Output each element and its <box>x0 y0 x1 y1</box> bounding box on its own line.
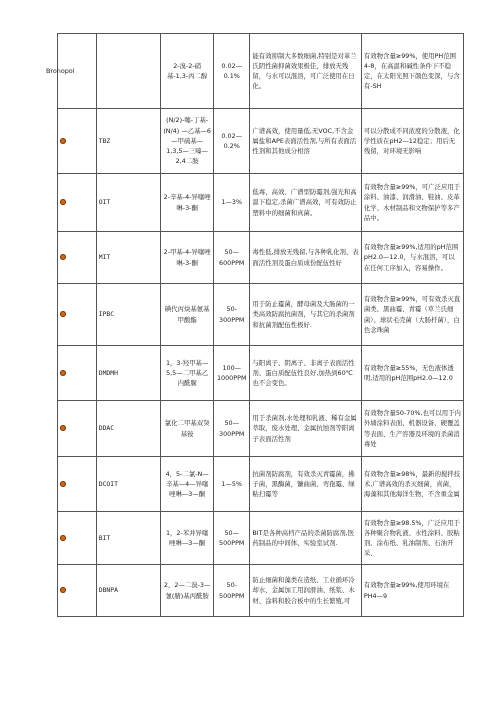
chemical-name: 2-溴-2-硝基-1,3-丙二醇 <box>161 34 214 109</box>
description: 用于杀菌剂,水处理和乳液、稀有金属萃取，废水处理、金属抗蚀剂等阳离子表面活性剂 <box>250 401 361 457</box>
table-row <box>58 174 464 232</box>
product-name: DBNPA <box>96 565 161 617</box>
row-marker <box>58 457 97 512</box>
chemical-name: 1，2-苯并异噻唑啉—3—酮 <box>161 512 214 565</box>
description: 广谱高效，使用量低,无VOC,不含金属盐和APE表面活性剂,与所有表面活性剂和其他成分相溶 <box>250 109 361 174</box>
bullet-icon <box>60 370 66 376</box>
description: 防止细菌和藻类在造纸、工业循环冷却水、金属加工用润滑油、纸浆、木材、涂料和胶合板中的生长繁殖,可 <box>250 565 361 617</box>
table-row <box>58 109 464 174</box>
description: 抗菌剂防腐剂，有效杀灭青霉菌，拂子菌，黑酶菌，镰曲菌、弯孢霉、绿粘扫霉等 <box>250 457 361 512</box>
table-row <box>58 34 464 109</box>
specification: 有效物含量≥98.5%，广泛应用于各种聚合物乳液、水性涂料、胶粘剂、涂布纸、乳油制剂、石油开采、 <box>361 512 463 565</box>
row-marker <box>58 284 97 346</box>
product-name: MIT <box>96 232 161 284</box>
dosage: 50—300PPM <box>214 401 250 457</box>
dosage: 1—5% <box>214 457 250 512</box>
biocide-table <box>46 33 464 617</box>
description: 用于防止霉菌，酵母菌及大肠菌的一类高效防腐抗菌剂，与其它的杀菌剂和抗菌剂配伍性极好. <box>250 284 361 346</box>
product-name: DDAC <box>96 401 161 457</box>
description: 能有效抑制大多数细菌,特别是对革兰氏阴性菌抑菌效果极佳，排放无残留，与水可以混溶，可广泛使用在日化。 <box>250 34 361 109</box>
bullet-icon <box>60 199 66 205</box>
product-name: OIT <box>96 174 161 232</box>
specification: 有效物含量≥99%,使用环境在PH4—9 <box>361 565 463 617</box>
chemical-name: 2-辛基-4-异噻唑啉-3-酮 <box>161 174 214 232</box>
product-name: IPBC <box>96 284 161 346</box>
row-marker <box>58 346 97 401</box>
product-name: Bronopol <box>46 66 75 75</box>
bullet-icon <box>60 587 66 593</box>
bullet-icon <box>60 425 66 431</box>
bullet-icon <box>60 481 66 487</box>
row-marker <box>58 174 97 232</box>
table-row <box>58 232 464 284</box>
row-marker <box>58 109 97 174</box>
bullet-icon <box>60 138 66 144</box>
product-name: TBZ <box>96 109 161 174</box>
table-row <box>58 346 464 401</box>
chemical-name: 4，5-二氯-N—辛基—4—异噻唑啉—3—酮 <box>161 457 214 512</box>
table-row <box>58 565 464 617</box>
chemical-name: 2-甲基-4-异噻唑啉-3-酮 <box>161 232 214 284</box>
bullet-icon <box>60 311 66 317</box>
dosage: 50—600PPM <box>214 232 250 284</box>
table-row <box>58 457 464 512</box>
specification: 有效物含量≥99%，可广泛应用于涂料、油漆、润滑油、鞋油、皮革化学、木材制品和文物保护等多产品中。 <box>361 174 463 232</box>
dosage: 0.02—0.2% <box>214 109 250 174</box>
table-row <box>58 284 464 346</box>
product-name-cell <box>96 34 161 109</box>
chemical-name: 氯化二甲基双癸基铵 <box>161 401 214 457</box>
chemical-name: (N/2)-噻-丁基-(N/4) —乙基—6—甲硫基—1,3,5—三嗪—2,4二胺 <box>161 109 214 174</box>
dosage: 0.02—0.1% <box>214 34 250 109</box>
product-name: BIT <box>96 512 161 565</box>
description: 毒性低,排放无残留,与各种乳化剂、表面活性剂及蛋白质成份配伍性好 <box>250 232 361 284</box>
table-row <box>58 512 464 565</box>
specification: 有效物含量≥55%，无色液体透明,适用的pH范围pH2.0—12.0 <box>361 346 463 401</box>
dosage: 50—500PPM <box>214 512 250 565</box>
bullet-icon <box>60 254 66 260</box>
specification: 有效物含量≥99%，可有效杀灭直菌类、黑曲霉、青霉（草兰氏细菌）、球状毛壳菌（大肠杆菌），白色念珠菌 <box>361 284 463 346</box>
row-marker <box>58 512 97 565</box>
bullet-icon <box>60 535 66 541</box>
row-marker <box>46 34 97 109</box>
specification: 有效物含量50-70%,也可以用于内外墙涂料表面、机器设备、硬覆盖等表面、生产容器及环境的杀菌消毒处 <box>361 401 463 457</box>
specification: 有效物含量≥99%，使用PH范围4-8，在高温和碱性条件下不稳定，在太阳光照下颜色变深，与含有-SH <box>361 34 463 109</box>
specification: 可以分散成不同浓度的分散液，化学性质在pH2—12稳定；用后无残留，对环境无影响 <box>361 109 463 174</box>
specification: 有效物含量≥98%，最新的搅拌技术,广谱高效的杀灭细菌，真菌，海藻和其他海洋生物，不含重金属 <box>361 457 463 512</box>
product-name: DMDMH <box>96 346 161 401</box>
specification: 有效物含量≥99%,适用的pH范围pH2.0—12.0，与水混溶，可以在任何工序加入，容易操作。 <box>361 232 463 284</box>
dosage: 1—3% <box>214 174 250 232</box>
chemical-name: 碘代丙炔基氨基甲酸酯 <box>161 284 214 346</box>
row-marker <box>58 232 97 284</box>
row-marker <box>58 565 97 617</box>
description: 低毒、高效、广谱型防霉剂,强光和高温下稳定,杀菌广谱高效，可有效防止塑料中的细菌和真菌。 <box>250 174 361 232</box>
dosage: 100—1000PPM <box>214 346 250 401</box>
product-name: DCOIT <box>96 457 161 512</box>
dosage: 50-500PPM <box>214 565 250 617</box>
chemical-name: 1，3-羟甲基—5,5—二甲基乙内酰脲 <box>161 346 214 401</box>
description: 与阳离子、阴离子、非离子表面活性剂、蛋白质配伍性良好,加热到60℃也不会变色。 <box>250 346 361 401</box>
table-row <box>58 401 464 457</box>
row-marker <box>58 401 97 457</box>
description: BIT是各种高档产品的杀菌防腐剂,医药制品的中间体、实验室试剂. <box>250 512 361 565</box>
chemical-name: 2，2—二溴-3—氰(腈)基丙酰胺 <box>161 565 214 617</box>
dosage: 50-300PPM <box>214 284 250 346</box>
